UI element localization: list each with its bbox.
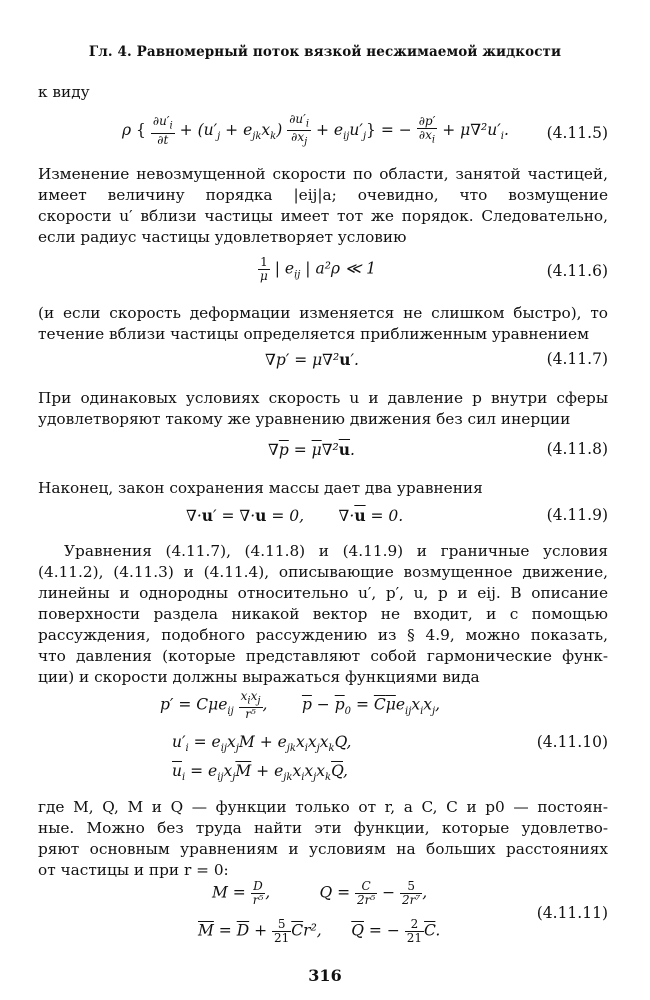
equation-4-11-6: $\frac{1}{\mu}$ | $e_{ij}$ | a²ρ ≪ 1 — [260, 255, 376, 283]
text-line: линейны и однородны относительно u′, p′, u, p и eij. В описание — [38, 584, 608, 602]
text-line: скорости u′ вблизи частицы имеет тот же порядок. Следовательно, — [38, 207, 608, 225]
text-line: течение вблизи частицы определяется приближенным уравнением — [38, 325, 590, 343]
equation-number: (4.11.5) — [546, 124, 608, 142]
equation-4-11-9: ∇·u′ = ∇·u = 0, $\nabla\cdot\overline{u} = 0$. — [186, 506, 404, 525]
text-line: что давления (которые представляют собой гармонические функ- — [38, 647, 608, 665]
text-line: Уравнения (4.11.7), (4.11.8) и (4.11.9) и граничные условия — [64, 542, 608, 560]
text-line: где M, Q, M и Q — функции только от r, а C, C и p0 — постоян- — [38, 798, 608, 816]
equation-number: (4.11.6) — [546, 262, 608, 280]
text-line: если радиус частицы удовлетворяет условию — [38, 228, 407, 246]
text-line: к виду — [38, 83, 90, 101]
text-line: ные. Можно без труда найти эти функции, которые удовлетво- — [38, 819, 608, 837]
text-line: рассуждения, подобного рассуждению из § 4.9, можно показать, — [38, 626, 608, 644]
text-line: удовлетворяют такому же уравнению движения без сил инерции — [38, 410, 571, 428]
text-line: имеет величину порядка |eij|a; очевидно, что возмущение — [38, 186, 608, 204]
page-number: 316 — [308, 966, 342, 985]
running-header: Гл. 4. Равномерный поток вязкой несжимаемой жидкости — [88, 44, 562, 60]
equation-4-11-10-line-2: $u'_i = e_{ij}x_jM + e_{jk}x_ix_jx_kQ$, — [172, 733, 352, 755]
equation-number: (4.11.7) — [546, 350, 608, 368]
text-line: ции) и скорости должны выражаться функциями вида — [38, 668, 480, 686]
equation-4-11-10-line-1: p′ = Cμe$_{ij}$ $\frac{x_ix_j}{\text{r⁵}}$ , $\overline{p} - \overline{p}_0 = \overline{C}\overline{\mu}e_{ij}x_ix_j$, — [160, 689, 441, 722]
text-line: Наконец, закон сохранения массы дает два уравнения — [38, 479, 483, 497]
text-line: При одинаковых условиях скорость u и давление p внутри сферы — [38, 389, 608, 407]
equation-4-11-10-line-3: $\overline{u}_i = e_{ij}x_j\overline{M} + e_{jk}x_ix_jx_k\overline{Q}$, — [172, 762, 348, 784]
equation-number: (4.11.11) — [536, 904, 608, 922]
text-line: от частицы и при r = 0: — [38, 861, 229, 879]
text-line: Изменение невозмущенной скорости по области, занятой частицей, — [38, 165, 608, 183]
equation-number: (4.11.8) — [546, 440, 608, 458]
equation-4-11-8: $\nabla\overline{p} = \overline{\mu}\nabla^2\overline{u}$. — [268, 440, 355, 459]
equation-4-11-11-line-1: M = $\frac{D}{\text{r⁵}}$ , Q = $\frac{C}{\text{2r⁵}}$ − $\frac{5}{\text{2r⁷}}$ , — [212, 879, 428, 907]
text-line: (4.11.2), (4.11.3) и (4.11.4), описывающие возмущенное движение, — [38, 563, 608, 581]
text-line: (и если скорость деформации изменяется не слишком быстро), то — [38, 304, 608, 322]
text-line: ряют основным уравнениям и условиям на больших расстояниях — [38, 840, 608, 858]
equation-4-11-7: ∇p′ = μ∇²u′. — [265, 350, 359, 369]
equation-number: (4.11.9) — [546, 506, 608, 524]
equation-number: (4.11.10) — [536, 733, 608, 751]
equation-4-11-11-line-2: $\overline{M} = \overline{D}$ + $\frac{5}{21}$ $\overline{C}r^2$, $\overline{Q}$ = − $\frac{2}{21}$ $\overline{C}$. — [198, 917, 441, 945]
equation-4-11-5: ρ { $\frac{\partial u'_i}{\partial t}$ + $(u'_j + e_{jk}x_k)$ $\frac{\partial u'_i}{\partial x_j}$ + $e_{ij}u'_j$} = − $\frac{\partial p'}{\partial x_i}$ + $\mu\nabla^2u'_i$. — [122, 112, 509, 148]
text-line: поверхности раздела никакой вектор не входит, и с помощью — [38, 605, 608, 623]
